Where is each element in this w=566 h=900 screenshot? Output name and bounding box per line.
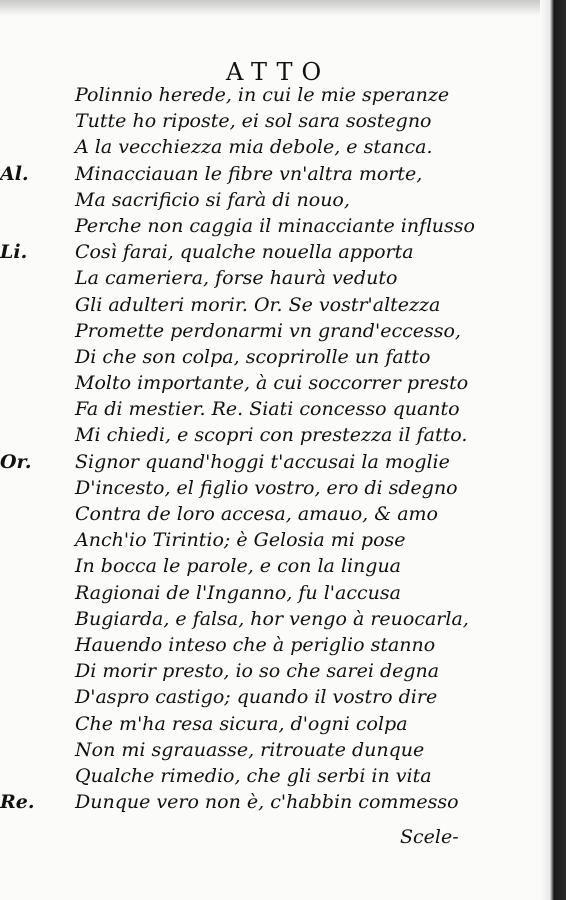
verse-text: Qualche rimedio, che gli serbi in vita: [75, 764, 432, 787]
verse-line: [0, 475, 545, 501]
verse-text: Gli adulteri morir. Or. Se vostr'altezza: [75, 293, 441, 316]
verse-text: Hauendo inteso che à periglio stanno: [75, 633, 436, 656]
verse-text: Perche non caggia il minacciante influsso: [75, 214, 475, 237]
verse-line: [0, 108, 545, 134]
verse-text: Contra de loro accesa, amauo, & amo: [75, 503, 438, 525]
verse-text: Di che son colpa, scoprirolle un fatto: [75, 345, 431, 368]
verse-text: Dunque vero non è, c'habbin commesso: [75, 791, 459, 814]
verse-line: [0, 580, 545, 606]
verse-line: [0, 658, 545, 684]
verse-line: [0, 213, 545, 239]
verse-text: Promette perdonarmi vn grand'eccesso,: [75, 319, 461, 342]
verse-text: Ma sacrificio si farà di nouo,: [75, 188, 350, 211]
verse-text: Non mi sgrauasse, ritrouate dunque: [75, 738, 425, 761]
verse-line: [0, 161, 545, 187]
running-header: ATTO: [226, 58, 331, 86]
page-top-shadow: [0, 0, 566, 16]
verse-line: [0, 396, 545, 422]
verse-line: [0, 632, 545, 658]
verse-text: Molto importante, à cui soccorrer presto: [75, 372, 469, 395]
verse-text: Minacciauan le fibre vn'altra morte,: [75, 162, 423, 185]
verse-text: Ragionai de l'Inganno, fu l'accusa: [75, 581, 401, 604]
verse-text: Così farai, qualche nouella apporta: [75, 241, 414, 264]
verse-line: [0, 370, 545, 396]
verse-text: A la vecchiezza mia debole, e stanca.: [75, 136, 433, 159]
verse-text: In bocca le parole, e con la lingua: [75, 555, 402, 578]
verse-line: [0, 187, 545, 213]
verse-line: [0, 265, 545, 291]
verse-line: [0, 711, 545, 737]
verse-text: Polinnio herede, in cui le mie speranze: [75, 84, 450, 106]
verse-line: [0, 606, 545, 632]
verse-line: [0, 82, 545, 108]
verse-text: Tutte ho riposte, ei sol sara sostegno: [75, 110, 432, 133]
verse-text: Che m'ha resa sicura, d'ogni colpa: [75, 712, 408, 735]
speaker-label: Re.: [0, 791, 35, 814]
verse-text: Mi chiedi, e scopri con prestezza il fatto.: [75, 424, 468, 447]
verse-text: Anch'io Tirintio; è Gelosia mi pose: [75, 529, 406, 552]
speaker-label: Al.: [0, 162, 29, 185]
verse-line: [0, 134, 545, 160]
catchword: Scele-: [400, 826, 459, 848]
speaker-label: Or.: [0, 450, 32, 473]
verse-line: [0, 684, 545, 710]
verse-text: Signor quand'hoggi t'accusai la moglie: [75, 450, 450, 473]
verse-block: [0, 82, 545, 815]
verse-text: Di morir presto, io so che sarei degna: [75, 660, 440, 683]
verse-line: [0, 737, 545, 763]
verse-line: [0, 789, 545, 815]
verse-line: [0, 527, 545, 553]
verse-line: [0, 344, 545, 370]
verse-text: Bugiarda, e falsa, hor vengo à reuocarla,: [75, 607, 469, 630]
verse-line: [0, 449, 545, 475]
verse-text: D'incesto, el figlio vostro, ero di sdegno: [75, 476, 458, 499]
verse-line: [0, 292, 545, 318]
verse-line: [0, 318, 545, 344]
verse-line: [0, 763, 545, 789]
verse-line: [0, 553, 545, 579]
verse-line: [0, 239, 545, 265]
speaker-label: Li.: [0, 241, 28, 264]
verse-text: Fa di mestier. Re. Siati concesso quanto: [75, 398, 460, 421]
verse-line: [0, 501, 545, 527]
verse-text: La cameriera, forse haurà veduto: [75, 267, 398, 290]
verse-line: [0, 422, 545, 448]
verse-text: D'aspro castigo; quando il vostro dire: [75, 686, 438, 709]
